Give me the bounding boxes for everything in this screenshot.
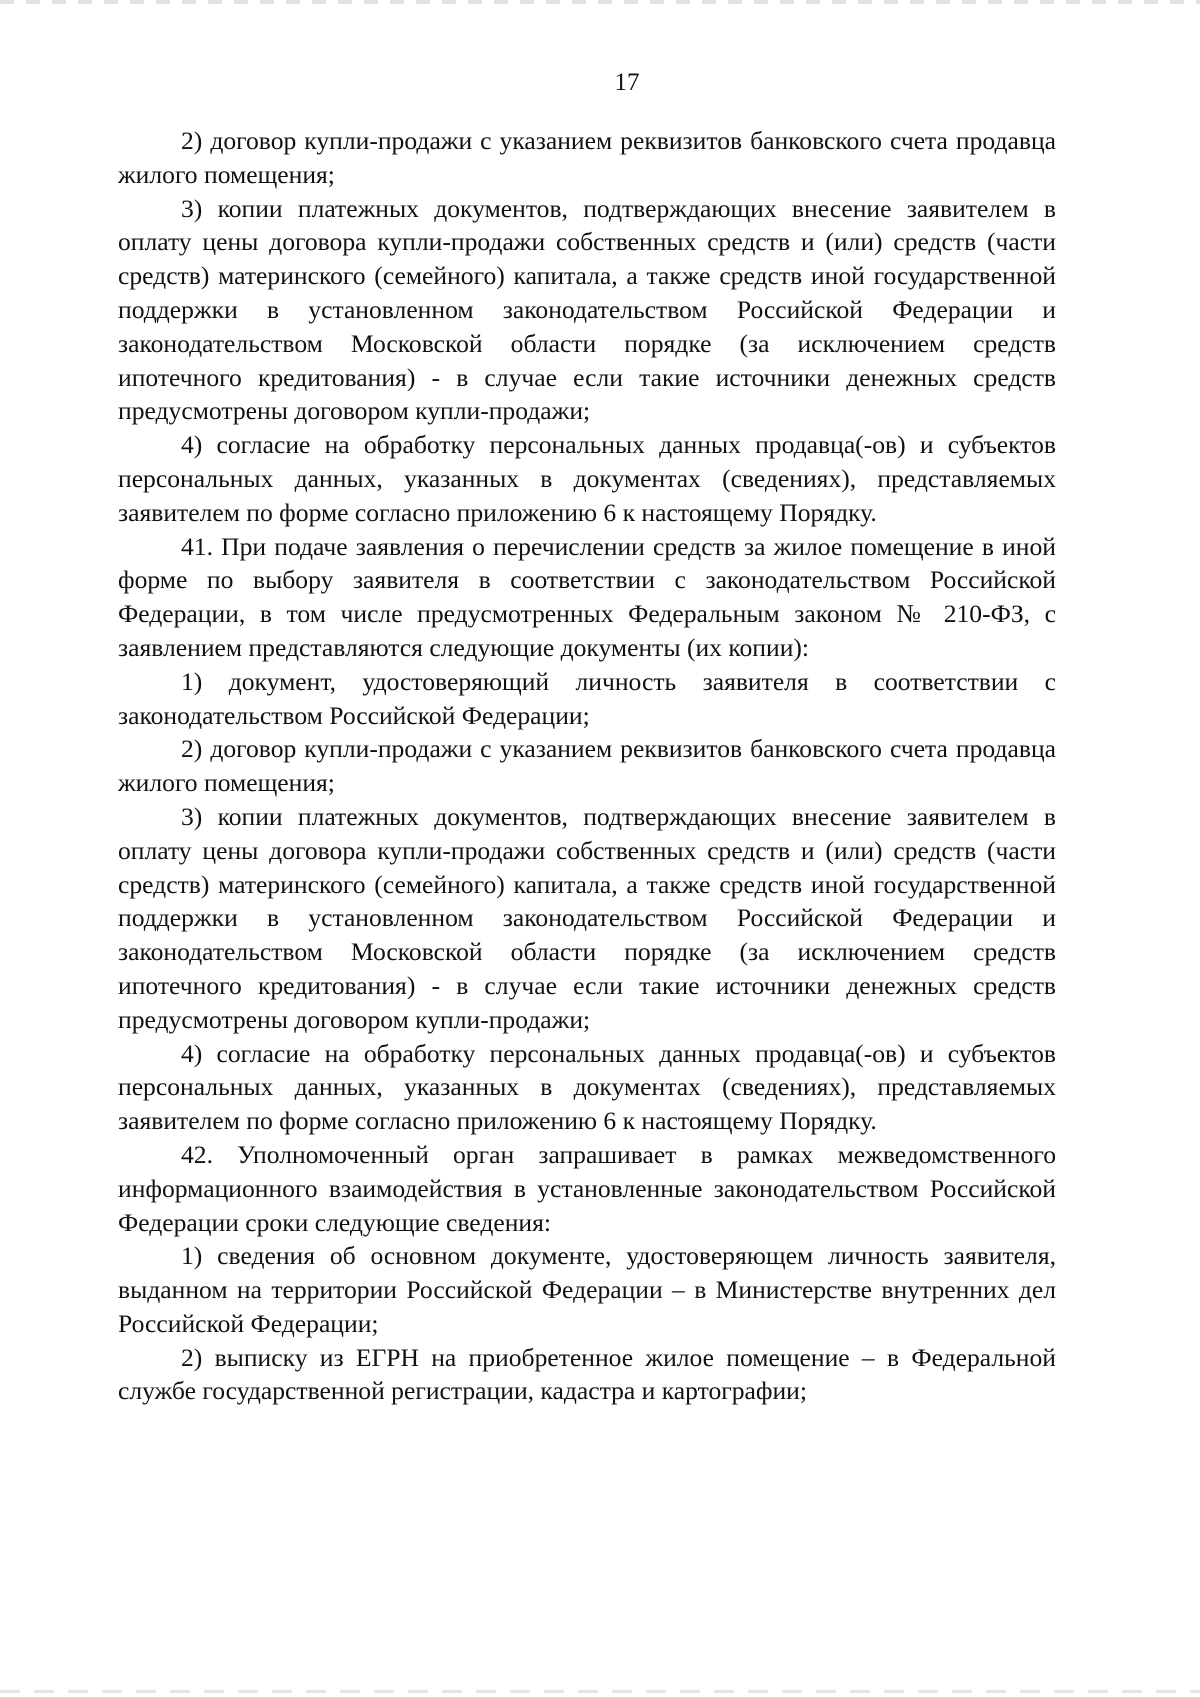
paragraph: 3) копии платежных документов, подтверждающих внесение заявителем в оплату цены договора купли-продажи собственных средств и (или) средств (части средств) материнского (семейного) капитала, а также средств иной государственной поддержки в установленном законодательством Российской Федерации и законодательством Московской области порядке (за исключением средств ипотечного кредитования) - в случае если такие источники денежных средств предусмотрены договором купли-продажи;: [118, 801, 1056, 1034]
page-number: 17: [614, 69, 640, 96]
paragraph: 4) согласие на обработку персональных данных продавца(-ов) и субъектов персональных данных, указанных в документах (сведениях), представляемых заявителем по форме согласно приложению 6 к настоящему Порядку.: [118, 430, 1056, 527]
paragraph: 2) договор купли-продажи с указанием реквизитов банковского счета продавца жилого помещения;: [118, 126, 1056, 189]
scan-edge-top: [0, 0, 1200, 4]
paragraph: 2) договор купли-продажи с указанием реквизитов банковского счета продавца жилого помещения;: [118, 734, 1056, 798]
paragraph: 4) согласие на обработку персональных данных продавца(-ов) и субъектов персональных данных, указанных в документах (сведениях), представляемых заявителем по форме согласно приложению 6 к настоящему Порядку.: [118, 1038, 1056, 1136]
paragraph: 1) документ, удостоверяющий личность заявителя в соответствии с законодательством Российской Федерации;: [118, 666, 1056, 730]
paragraph: 41. При подаче заявления о перечислении средств за жилое помещение в иной форме по выбору заявителя в соответствии с законодательством Российской Федерации, в том числе предусмотренных Федеральным законом № 210-ФЗ, с заявлением представляются следующие документы (их копии):: [118, 531, 1056, 662]
document-body: [118, 124, 1056, 1408]
paragraph: 42. Уполномоченный орган запрашивает в рамках межведомственного информационного взаимодействия в установленные законодательством Российской Федерации сроки следующие сведения:: [118, 1139, 1056, 1237]
paragraph: 3) копии платежных документов, подтверждающих внесение заявителем в оплату цены договора купли-продажи собственных средств и (или) средств (части средств) материнского (семейного) капитала, а также средств иной государственной поддержки в установленном законодательством Российской Федерации и законодательством Московской области порядке (за исключением средств ипотечного кредитования) - в случае если такие источники денежных средств предусмотрены договором купли-продажи;: [118, 193, 1056, 426]
paragraph: 1) сведения об основном документе, удостоверяющем личность заявителя, выданном на территории Российской Федерации – в Министерстве внутренних дел Российской Федерации;: [118, 1241, 1056, 1338]
scan-edge-bottom: [0, 1690, 1200, 1693]
paragraph: 2) выписку из ЕГРН на приобретенное жилое помещение – в Федеральной службе государственной регистрации, кадастра и картографии;: [118, 1342, 1056, 1406]
